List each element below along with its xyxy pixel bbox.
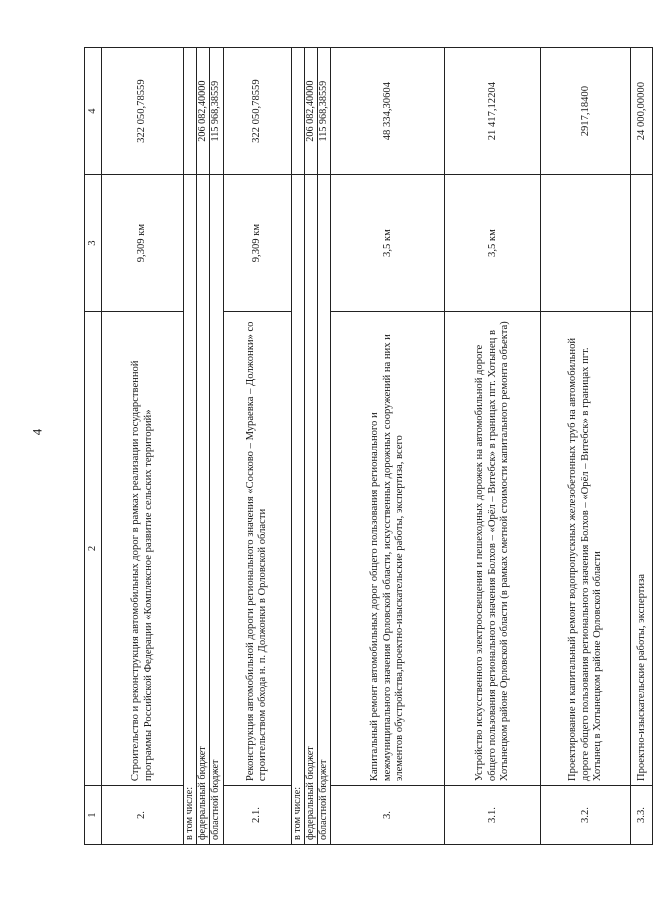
budget-row <box>304 48 317 845</box>
row-description: Капитальный ремонт автомобильных дорог общего пользования регионального и межмуниципального значения Орловской области, искусственных дорожных сооружений на них и элементов обустройства,проектно-изыскательские работы, экспертиза, всего <box>331 311 445 785</box>
row-description: Проектно-изыскательские работы, экспертиза <box>631 311 653 785</box>
table-row <box>445 48 541 845</box>
row-number: 2. <box>102 786 184 845</box>
breakdown-label-row <box>184 48 197 845</box>
row-amount: 21 417,12204 <box>445 48 541 175</box>
row-length <box>631 175 653 312</box>
table-row <box>223 48 291 845</box>
row-amount: 2917,18400 <box>541 48 631 175</box>
row-length: 3,5 км <box>331 175 445 312</box>
table-row <box>331 48 445 845</box>
budget-source: федеральный бюджет <box>197 175 210 845</box>
table-row <box>541 48 631 845</box>
budget-row <box>197 48 210 845</box>
header-col-4: 4 <box>85 48 102 175</box>
row-amount: 322 050,78559 <box>102 48 184 175</box>
budget-amount: 206 082,40000 <box>197 48 210 175</box>
budget-amount <box>184 48 197 175</box>
breakdown-label-row <box>291 48 304 845</box>
budget-row <box>210 48 223 845</box>
row-description: Строительство и реконструкция автомобильных дорог в рамках реализации государственной программы Российской Федерации «Комплексное развитие сельских территорий» <box>102 311 184 785</box>
budget-source: областной бюджет <box>210 175 223 845</box>
row-length: 9,309 км <box>223 175 291 312</box>
breakdown-label: в том числе: <box>184 175 197 845</box>
row-description: Проектирование и капитальный ремонт водопропускных железобетонных труб на автомобильной дороге общего пользования регионального значения Болхов – «Орёл – Витебск» в границах пгт. Хотынец в Хотынецком районе Орловской области <box>541 311 631 785</box>
table-row <box>102 48 184 845</box>
header-col-2: 2 <box>85 311 102 785</box>
row-length <box>541 175 631 312</box>
budget-source: федеральный бюджет <box>304 175 317 845</box>
breakdown-label: в том числе: <box>291 175 304 845</box>
header-row <box>85 48 102 845</box>
program-table <box>84 47 653 845</box>
budget-source: областной бюджет <box>318 175 331 845</box>
row-length: 3,5 км <box>445 175 541 312</box>
budget-row <box>318 48 331 845</box>
budget-amount: 115 968,38559 <box>210 48 223 175</box>
header-col-1: 1 <box>85 786 102 845</box>
row-amount: 48 334,30604 <box>331 48 445 175</box>
row-number: 2.1. <box>223 786 291 845</box>
budget-amount <box>291 48 304 175</box>
row-number: 3.3. <box>631 786 653 845</box>
row-number: 3.1. <box>445 786 541 845</box>
row-description: Устройство искусственного электроосвещения и пешеходных дорожек на автомобильной дороге общего пользования регионального значения Болхов – «Орёл – Витебск» в границах пгт. Хотынец в Хотынецком районе Орловской области (в рамках сметной стоимости капитального ремонта объекта) <box>445 311 541 785</box>
budget-amount: 206 082,40000 <box>304 48 317 175</box>
row-amount: 322 050,78559 <box>223 48 291 175</box>
rotated-table-container <box>84 47 647 845</box>
page-number: 4 <box>29 428 45 436</box>
row-amount: 24 000,00000 <box>631 48 653 175</box>
row-length: 9,309 км <box>102 175 184 312</box>
row-number: 3.2. <box>541 786 631 845</box>
row-description: Реконструкция автомобильной дороги регионального значения «Сосково – Мураевка – Должонки» со строительством обхода н. п. Должонки в Орловской области <box>223 311 291 785</box>
header-col-3: 3 <box>85 175 102 312</box>
budget-amount: 115 968,38559 <box>318 48 331 175</box>
row-number: 3. <box>331 786 445 845</box>
table-row <box>631 48 653 845</box>
